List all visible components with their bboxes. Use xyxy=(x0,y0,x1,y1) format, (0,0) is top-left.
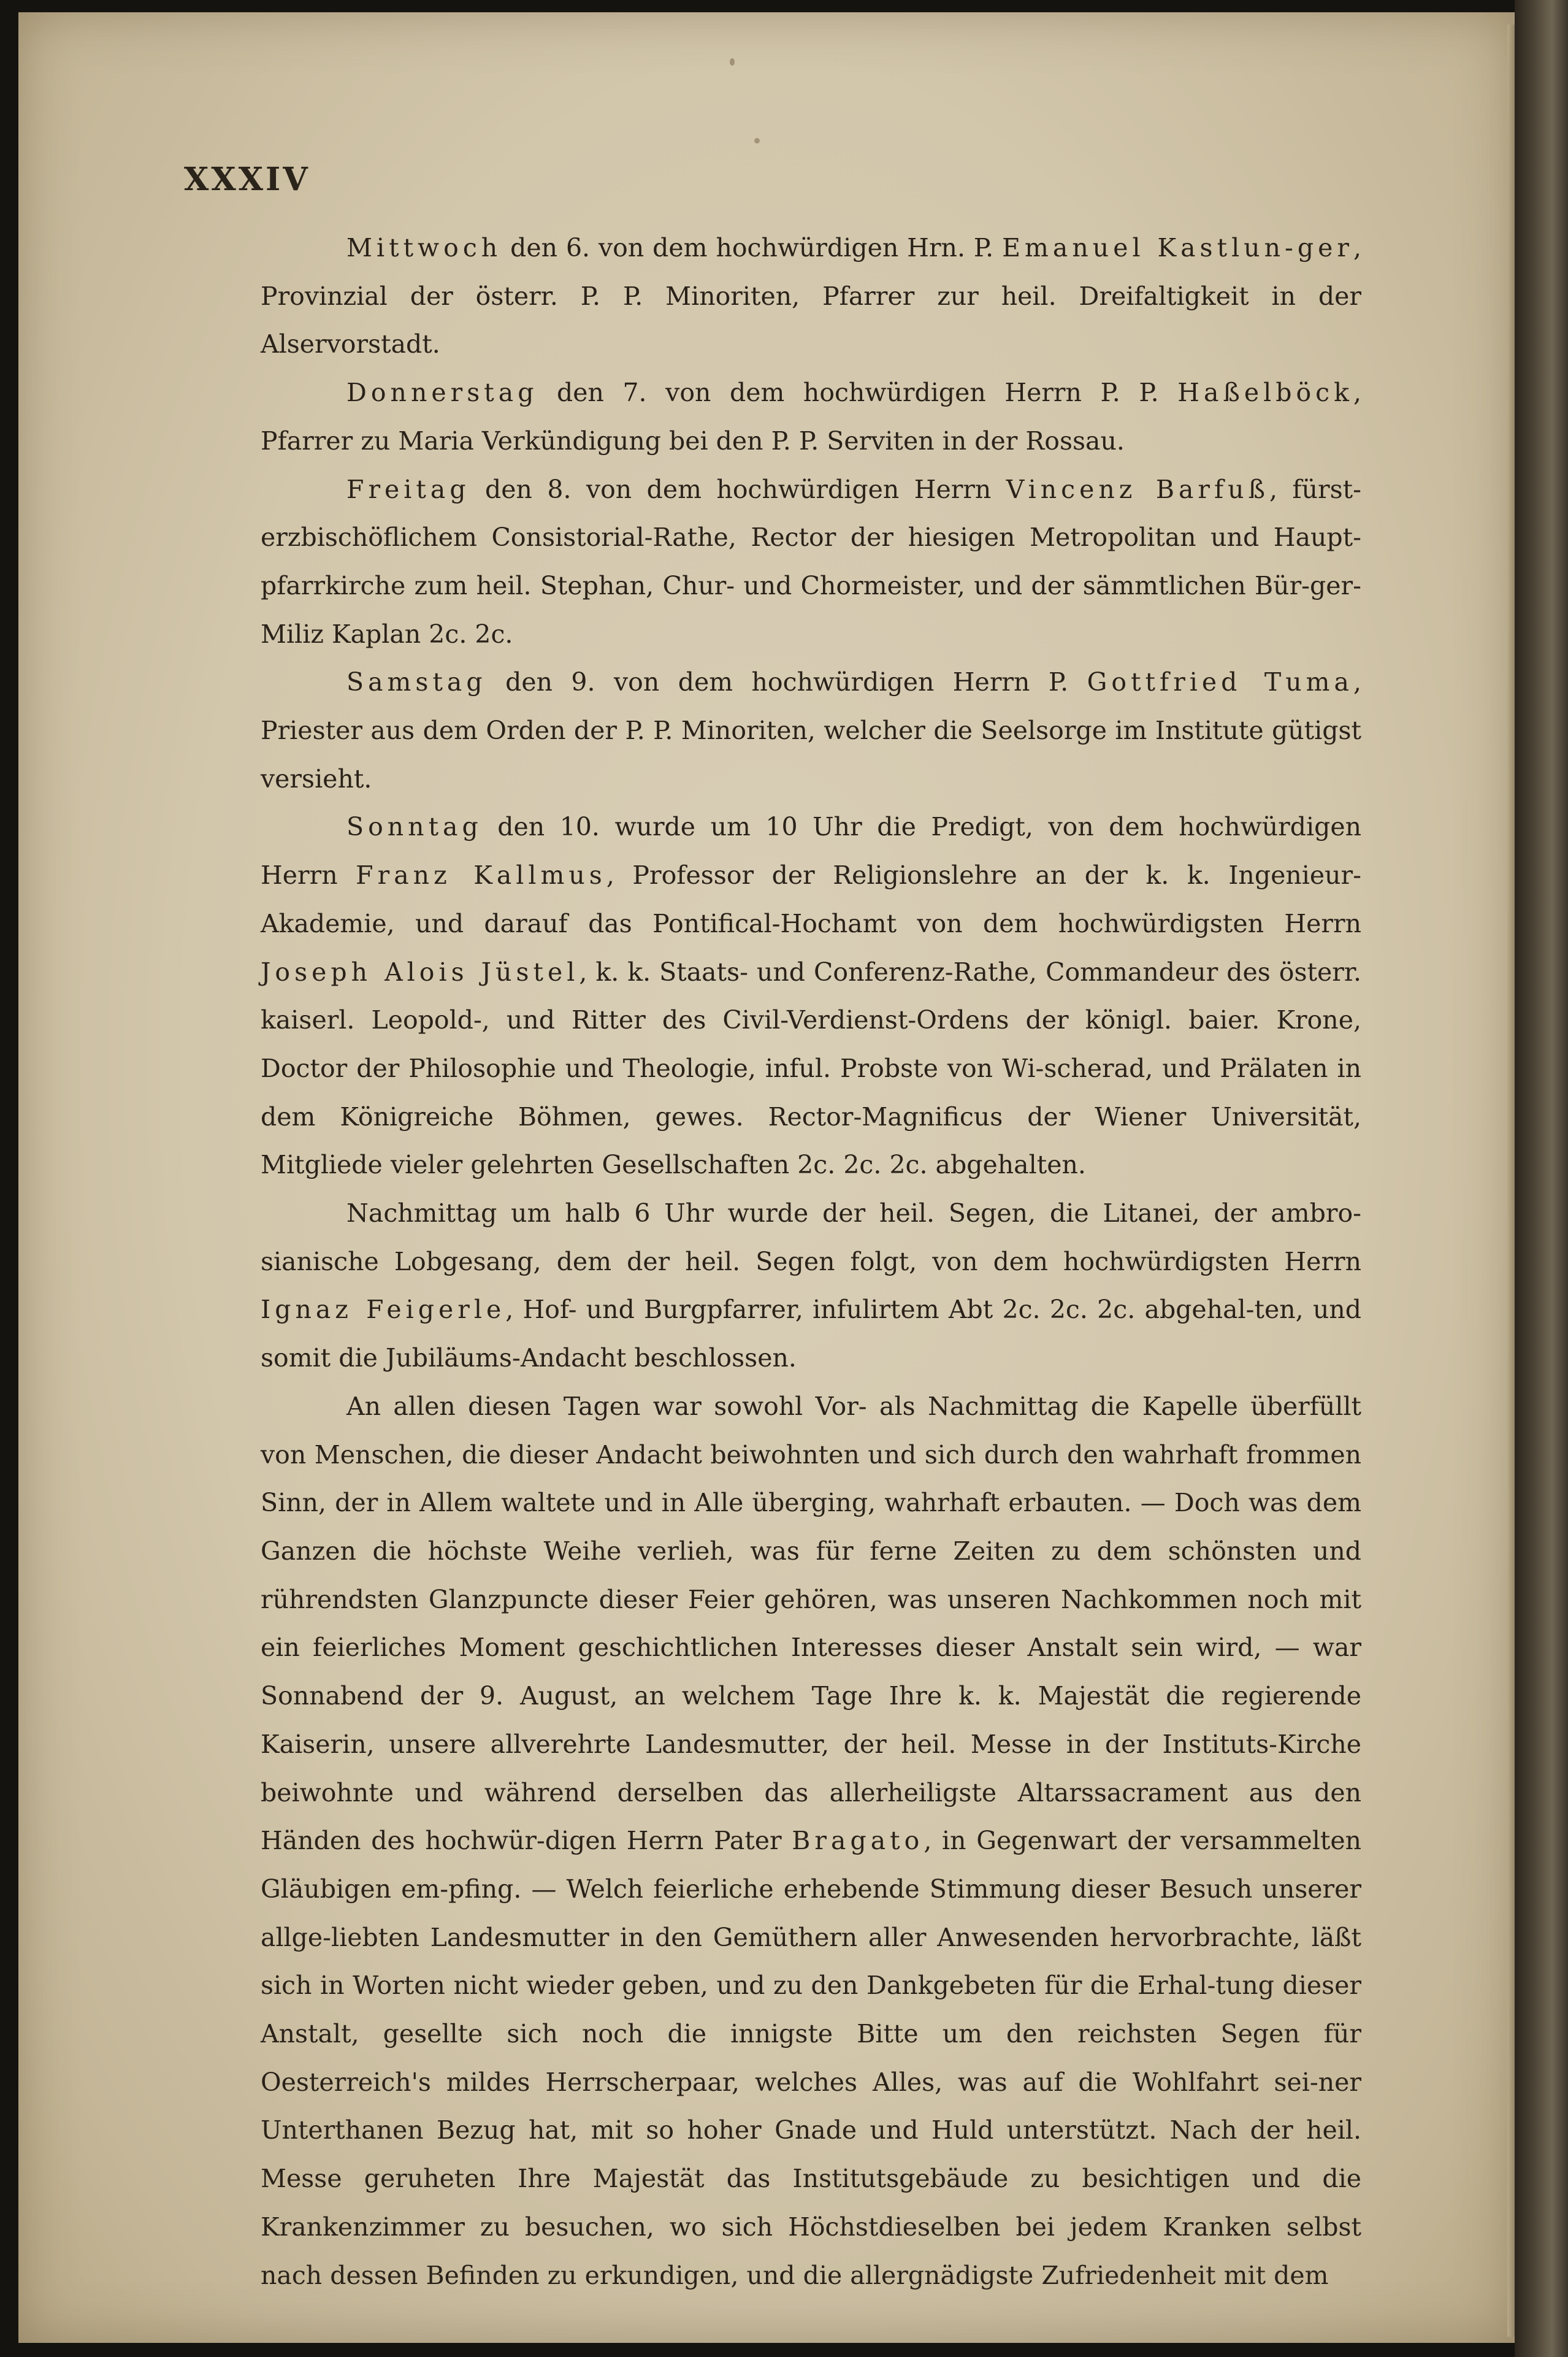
spaced-name: Gottfried Tuma xyxy=(1087,667,1353,697)
text-run: den 10. wurde um 10 Uhr die Predigt, von dem hochwürdigen Herrn xyxy=(261,812,1361,891)
text-run: den 8. von dem hochwürdigen Herrn xyxy=(470,474,1006,504)
page-number: XXXIV xyxy=(184,161,310,198)
paragraph xyxy=(261,658,1361,803)
text-run: , Pfarrer zu Maria Verkündigung bei den P. P. Serviten in der Rossau. xyxy=(261,378,1361,456)
spaced-name: Mittwoch xyxy=(346,233,502,263)
text-run: , Priester aus dem Orden der P. P. Minoriten, welcher die Seelsorge im Institute gütigst versieht. xyxy=(261,667,1361,794)
spaced-name: Sonntag xyxy=(346,812,483,842)
text-run: , Professor der Religionslehre an der k. k. Ingenieur-Akademie, und darauf das Pontifical-Hochamt von dem hochwürdigsten Herrn xyxy=(261,860,1361,938)
spaced-name: Freitag xyxy=(346,474,470,504)
spaced-name: Haßelböck xyxy=(1177,378,1353,408)
text-run: , Provinzial der österr. P. P. Minoriten, Pfarrer zur heil. Dreifaltigkeit in der Alservorstadt. xyxy=(261,233,1362,359)
spaced-name: Ignaz Feigerle xyxy=(261,1295,506,1325)
text-run: , Hof- und Burgpfarrer, infulirtem Abt 2c. 2c. 2c. abgehal-ten, und somit die Jubiläums-Andacht beschlossen. xyxy=(261,1295,1361,1373)
paper-speck xyxy=(754,138,760,144)
spaced-name: Bragato xyxy=(792,1826,924,1856)
paragraph xyxy=(261,369,1361,465)
text-run: den 7. von dem hochwürdigen Herrn P. P. xyxy=(538,378,1178,408)
spaced-name: Donnerstag xyxy=(346,378,538,408)
text-run: , fürst-erzbischöflichem Consistorial-Rathe, Rector der hiesigen Metropolitan und Haupt-pfarrkirche zum heil. Stephan, Chur- und Chormeister, und der sämmtlichen Bür-ger-Miliz Kaplan 2c. 2c. xyxy=(261,474,1362,649)
text-run: , k. k. Staats- und Conferenz-Rathe, Commandeur des österr. kaiserl. Leopold-, und Ritter des Civil-Verdienst-Ordens der königl. baier. Krone, Doctor der Philosophie und Theologie, inful. Probste von Wi-scherad, und Prälaten in dem Königreiche Böhmen, gewes. Rector-Magnificus der Wiener Universität, Mitgliede vieler gelehrten Gesellschaften 2c. 2c. 2c. abgehalten. xyxy=(261,957,1361,1180)
spaced-name: Emanuel Kastlun-ger xyxy=(1002,233,1353,263)
spaced-name: Samstag xyxy=(346,667,487,697)
spaced-name: Joseph Alois Jüstel xyxy=(261,957,579,987)
paragraph xyxy=(261,224,1361,369)
text-run: An allen diesen Tagen war sowohl Vor- als Nachmittag die Kapelle überfüllt von Menschen, die dieser Andacht beiwohnten und sich durch den wahrhaft frommen Sinn, der in Allem waltete und in Alle überging, wahrhaft erbauten. — Doch was dem Ganzen die höchste Weihe verlieh, was für ferne Zeiten zu dem schönsten und rührendsten Glanzpuncte dieser Feier gehören, was unseren Nachkommen noch mit ein feierliches Moment geschichtlichen Interesses dieser Anstalt sein wird, — war Sonnabend der 9. August, an welchem Tage Ihre k. k. Majestät die regierende Kaiserin, unsere allverehrte Landesmutter, der heil. Messe in der Instituts-Kirche beiwohnte und während derselben das allerheiligste Altarssacrament aus den Händen des hochwür-digen Herrn Pater xyxy=(261,1391,1361,1856)
paper-speck xyxy=(730,58,735,66)
spaced-name: Franz Kallmus xyxy=(356,860,606,891)
paragraph xyxy=(261,1382,1361,2299)
book-gutter xyxy=(1515,0,1568,2357)
text-run: den 9. von dem hochwürdigen Herrn P. xyxy=(486,667,1087,697)
paragraph xyxy=(261,466,1361,659)
paragraph xyxy=(261,1189,1361,1382)
spaced-name: Vincenz Barfuß xyxy=(1006,474,1269,504)
text-run: , in Gegenwart der versammelten Gläubigen em-pfing. — Welch feierliche erhebende Stimmung dieser Besuch unserer allge-liebten Landesmutter in den Gemüthern aller Anwesenden hervorbrachte, läßt sich in Worten nicht wieder geben, und zu den Dankgebeten für die Erhal-tung dieser Anstalt, gesellte sich noch die innigste Bitte um den reichsten Segen für Oesterreich's mildes Herrscherpaar, welches Alles, was auf die Wohlfahrt sei-ner Unterthanen Bezug hat, mit so hoher Gnade und Huld unterstützt. Nach der heil. Messe geruheten Ihre Majestät das Institutsgebäude zu besichtigen und die Krankenzimmer zu besuchen, wo sich Höchstdieselben bei jedem Kranken selbst nach dessen Befinden zu erkundigen, und die allergnädigste Zufriedenheit mit dem xyxy=(261,1826,1361,2290)
text-run: Nachmittag um halb 6 Uhr wurde der heil. Segen, die Litanei, der ambro-sianische Lobgesang, dem der heil. Segen folgt, von dem hochwürdigsten Herrn xyxy=(261,1198,1361,1276)
body-text xyxy=(261,224,1361,2299)
paragraph xyxy=(261,803,1361,1189)
text-run: den 6. von dem hochwürdigen Hrn. P. xyxy=(502,233,1003,263)
